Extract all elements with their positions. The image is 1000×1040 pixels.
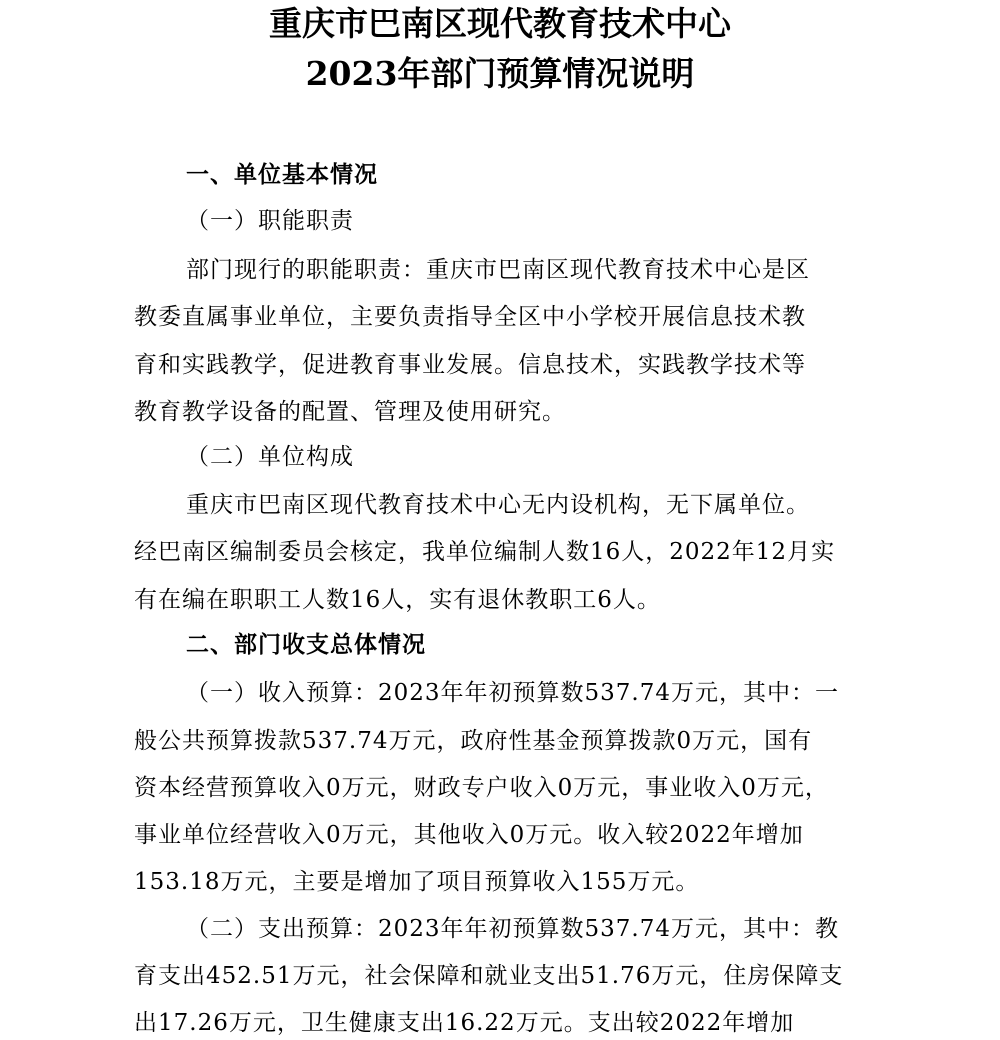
paragraph-line: （二）支出预算：2023年年初预算数537.74万元，其中：教 <box>186 916 840 942</box>
paragraph-line: 部门现行的职能职责：重庆市巴南区现代教育技术中心是区 <box>186 257 810 283</box>
paragraph-line: 经巴南区编制委员会核定，我单位编制人数16人，2022年12月实 <box>134 539 836 565</box>
paragraph-line: 153.18万元，主要是增加了项目预算收入155万元。 <box>134 869 700 895</box>
paragraph-line: 育和实践教学，促进教育事业发展。信息技术，实践教学技术等 <box>134 352 806 378</box>
paragraph-line: 有在编在职职工人数16人，实有退休教职工6人。 <box>134 587 661 613</box>
paragraph-line: 育支出452.51万元，社会保障和就业支出51.76万元，住房保障支 <box>134 963 844 989</box>
section2-heading: 二、部门收支总体情况 <box>186 631 426 658</box>
paragraph-line: 出17.26万元，卫生健康支出16.22万元。支出较2022年增加 <box>134 1010 795 1036</box>
paragraph-line: 教育教学设备的配置、管理及使用研究。 <box>134 399 566 425</box>
paragraph-line: 教委直属事业单位，主要负责指导全区中小学校开展信息技术教 <box>134 304 806 330</box>
paragraph-line: 重庆市巴南区现代教育技术中心无内设机构，无下属单位。 <box>186 492 810 518</box>
paragraph-line: 般公共预算拨款537.74万元，政府性基金预算拨款0万元，国有 <box>134 728 813 754</box>
document-title-line1: 重庆市巴南区现代教育技术中心 <box>269 4 731 43</box>
section1-heading: 一、单位基本情况 <box>186 161 378 188</box>
section1-sub2-heading: （二）单位构成 <box>186 444 354 470</box>
document-title-line2: 2023年部门预算情况说明 <box>305 54 695 93</box>
paragraph-line: （一）收入预算：2023年年初预算数537.74万元，其中：一 <box>186 680 840 706</box>
section1-sub1-heading: （一）职能职责 <box>186 208 354 234</box>
paragraph-line: 事业单位经营收入0万元，其他收入0万元。收入较2022年增加 <box>134 822 804 848</box>
paragraph-line: 资本经营预算收入0万元，财政专户收入0万元，事业收入0万元， <box>134 775 829 801</box>
